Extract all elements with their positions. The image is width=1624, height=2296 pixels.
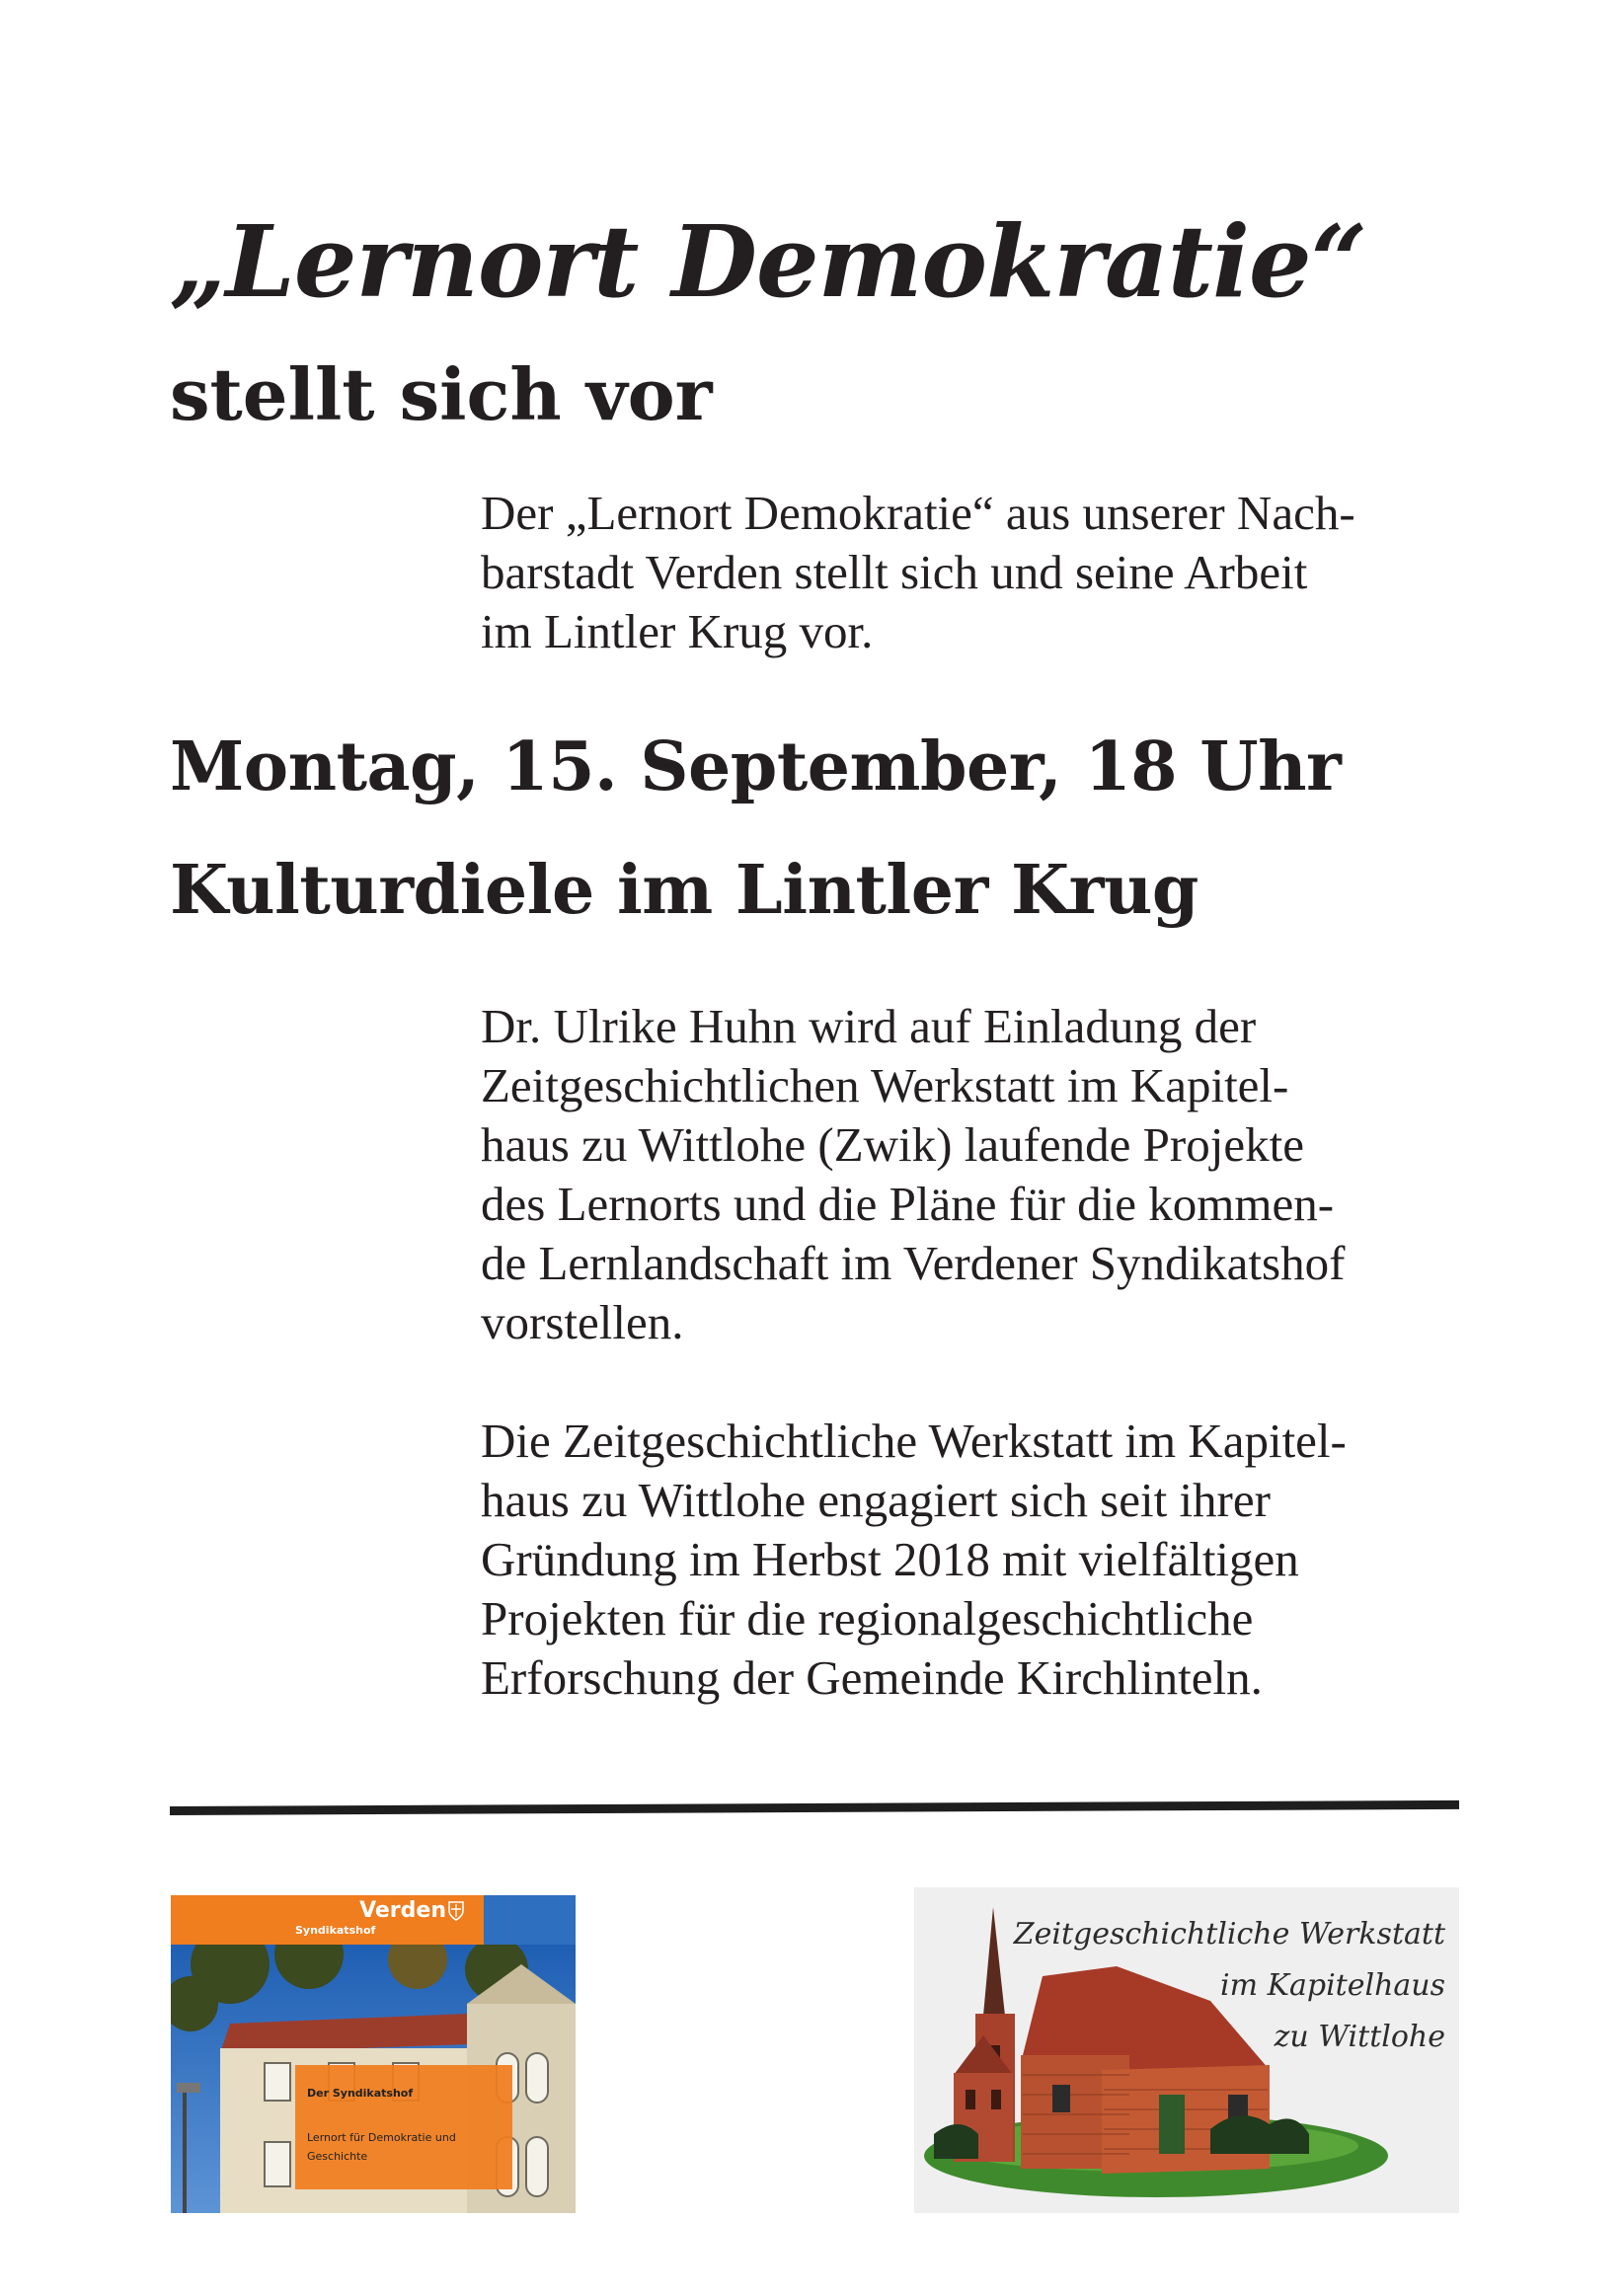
event-date: Montag, 15. September, 18 Uhr	[170, 727, 1342, 806]
about-paragraph	[481, 1412, 1478, 1708]
syndikatshof-caption-box	[295, 2065, 512, 2189]
speaker-line: des Lernorts und die Pläne für die kommen-	[481, 1177, 1335, 1231]
crest-icon	[448, 1901, 464, 1921]
caption-title: Der Syndikatshof	[307, 2087, 414, 2100]
speaker-line: Zeitgeschichtlichen Werkstatt im Kapitel-	[481, 1058, 1289, 1112]
speaker-line: de Lernlandschaft im Verdener Syndikatshof	[481, 1236, 1346, 1290]
divider-line	[170, 1800, 1459, 1815]
page-subtitle: stellt sich vor	[170, 352, 713, 436]
zeitgeschichtliche-werkstatt-logo	[914, 1887, 1459, 2213]
about-line: haus zu Wittlohe engagiert sich seit ihrer	[481, 1473, 1271, 1527]
intro-paragraph	[481, 484, 1478, 661]
page-title: „Lernort Demokratie“	[170, 203, 1367, 320]
speaker-line: Dr. Ulrike Huhn wird auf Einladung der	[481, 999, 1257, 1053]
about-line: Erforschung der Gemeinde Kirchlinteln.	[481, 1650, 1263, 1705]
verden-header-bar	[171, 1895, 484, 1945]
speaker-paragraph	[481, 997, 1478, 1352]
verden-syndikatshof-logo	[171, 1895, 576, 2213]
speaker-line: haus zu Wittlohe (Zwik) laufende Projekte	[481, 1117, 1304, 1172]
intro-line: barstadt Verden stellt sich und seine Arbeit	[481, 545, 1308, 599]
about-line: Projekten für die regionalgeschichtliche	[481, 1591, 1254, 1645]
event-place: Kulturdiele im Lintler Krug	[170, 851, 1199, 930]
speaker-line: vorstellen.	[481, 1295, 684, 1349]
intro-line: im Lintler Krug vor.	[481, 604, 874, 658]
werkstatt-line: im Kapitelhaus	[1219, 1968, 1445, 2003]
about-line: Gründung im Herbst 2018 mit vielfältigen	[481, 1532, 1299, 1586]
caption-text: Lernort für Demokratie und Geschichte	[307, 2131, 456, 2163]
werkstatt-line: Zeitgeschichtliche Werkstatt	[1013, 1917, 1445, 1952]
verden-subname: Syndikatshof	[295, 1924, 376, 1937]
werkstatt-name	[1014, 1909, 1445, 2063]
intro-line: Der „Lernort Demokratie“ aus unserer Nach-	[481, 486, 1355, 540]
werkstatt-line: zu Wittlohe	[1274, 2020, 1445, 2054]
verden-name: Verden	[359, 1898, 446, 1923]
about-line: Die Zeitgeschichtliche Werkstatt im Kapitel-	[481, 1414, 1347, 1468]
